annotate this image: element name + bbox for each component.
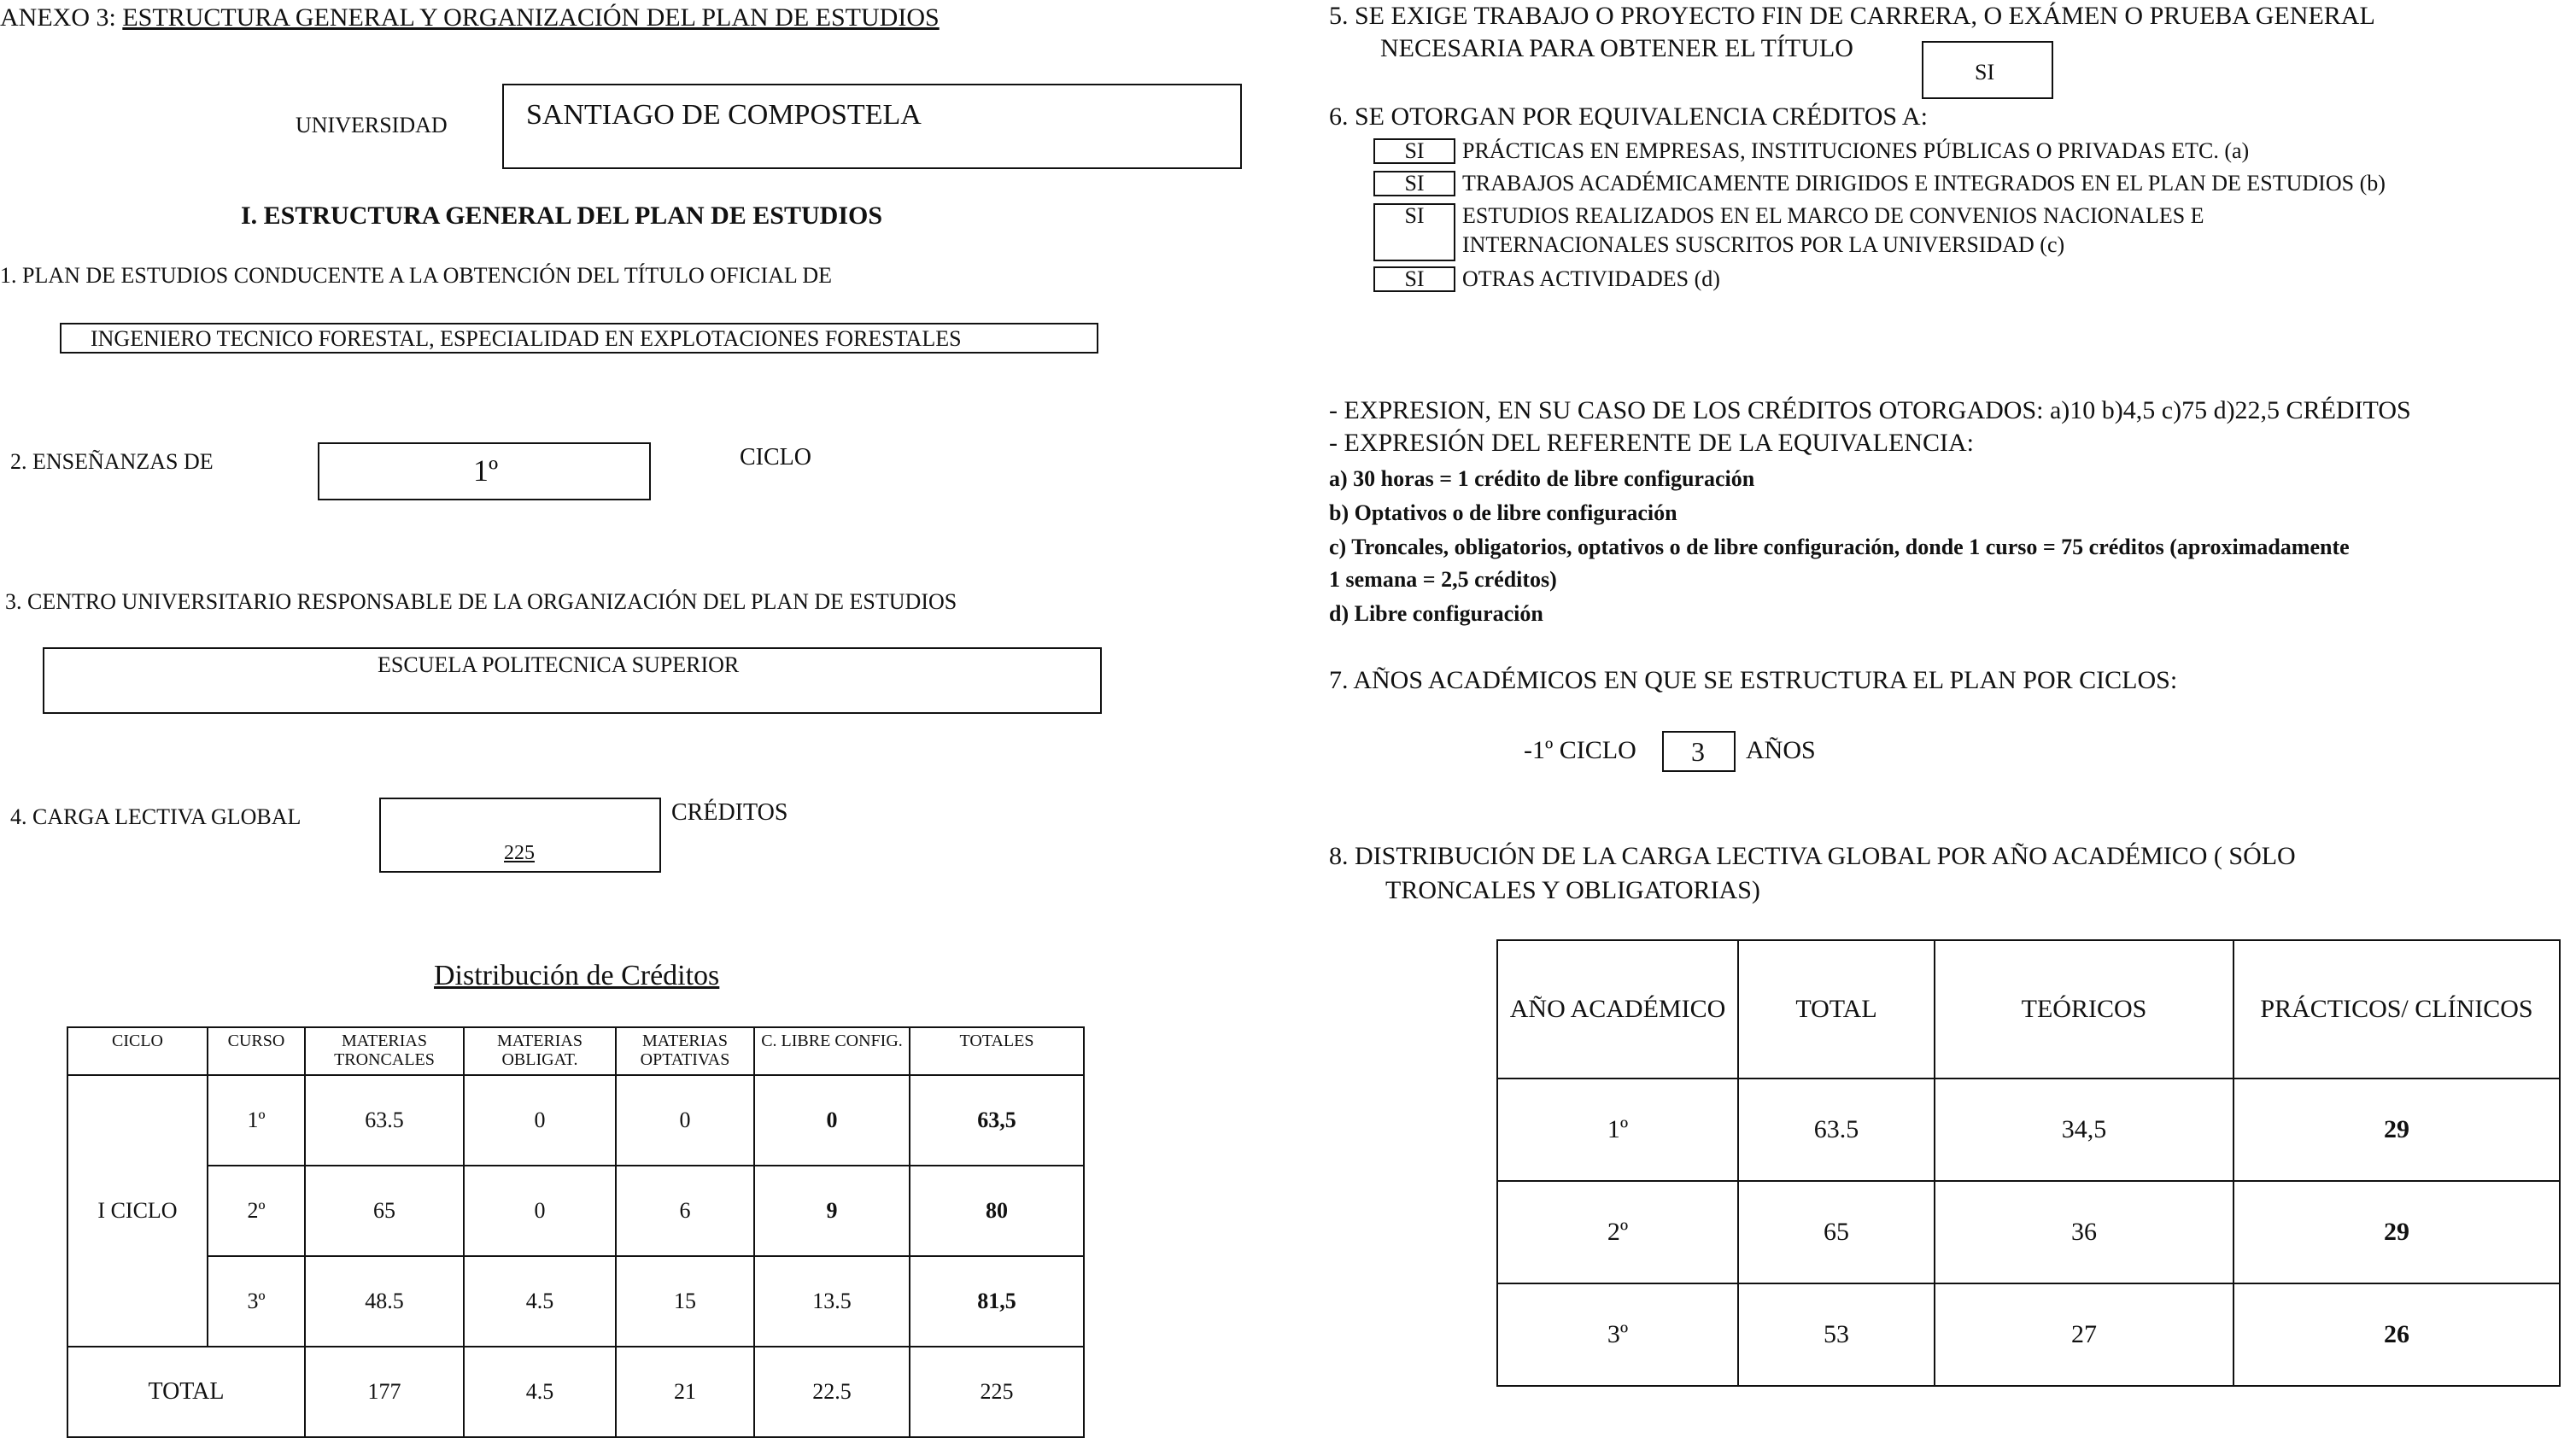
total-optativas: 21 — [616, 1347, 754, 1437]
center-field — [43, 647, 1102, 714]
total-libre: 22.5 — [754, 1347, 910, 1437]
curso-cell: 3º — [208, 1256, 305, 1347]
item8-line1: 8. DISTRIBUCIÓN DE LA CARGA LECTIVA GLOBAL POR AÑO ACADÉMICO ( SÓLO — [1329, 842, 2296, 870]
optativas-cell: 0 — [616, 1075, 754, 1166]
equiv-a-text: PRÁCTICAS EN EMPRESAS, INSTITUCIONES PÚBLICAS O PRIVADAS ETC. (a) — [1462, 138, 2250, 163]
libre-cell: 9 — [754, 1166, 910, 1256]
totales-cell: 80 — [910, 1166, 1084, 1256]
equiv-c-box: SI — [1373, 203, 1455, 261]
referent-a: a) 30 horas = 1 crédito de libre configuración — [1329, 466, 1755, 491]
item7-text: 7. AÑOS ACADÉMICOS EN QUE SE ESTRUCTURA EL PLAN POR CICLOS: — [1329, 666, 2178, 694]
header-curso: CURSO — [208, 1027, 305, 1075]
item5-line1: 5. SE EXIGE TRABAJO O PROYECTO FIN DE CARRERA, O EXÁMEN O PRUEBA GENERAL — [1329, 2, 2375, 30]
total-row — [67, 1347, 1084, 1437]
total-cell: 63.5 — [1738, 1078, 1935, 1181]
curso-cell: 2º — [208, 1166, 305, 1256]
item5-line2: NECESARIA PARA OBTENER EL TÍTULO — [1380, 34, 1853, 62]
total-totales: 225 — [910, 1347, 1084, 1437]
totales-cell: 63,5 — [910, 1075, 1084, 1166]
curso-cell: 1º — [208, 1075, 305, 1166]
equiv-c-line2: INTERNACIONALES SUSCRITOS POR LA UNIVERSIDAD (c) — [1462, 232, 2065, 257]
load-field — [379, 798, 661, 873]
troncales-cell: 65 — [305, 1166, 464, 1256]
item2-label: 2. ENSEÑANZAS DE — [10, 449, 214, 474]
ciclo-cell: I CICLO — [67, 1075, 208, 1347]
credits-table — [67, 1026, 1085, 1438]
years-value: 3 — [1691, 736, 1705, 767]
annex-label: ANEXO 3: — [0, 3, 116, 32]
distribution-table — [1496, 939, 2561, 1387]
referent-b: b) Optativos o de libre configuración — [1329, 500, 1677, 525]
troncales-cell: 63.5 — [305, 1075, 464, 1166]
cycle-field — [318, 442, 651, 500]
year-cell: 3º — [1497, 1283, 1738, 1386]
equiv-c-text — [1462, 203, 2525, 229]
table-row — [1497, 1181, 2560, 1283]
section-heading: I. ESTRUCTURA GENERAL DEL PLAN DE ESTUDIOS — [241, 202, 883, 230]
header-obligat: MATERIAS OBLIGAT. — [464, 1027, 616, 1075]
item5-field — [1922, 41, 2053, 99]
annex-heading — [0, 3, 940, 32]
referent-c-line2: 1 semana = 2,5 créditos) — [1329, 567, 1557, 592]
total-cell: 65 — [1738, 1181, 1935, 1283]
table-row — [67, 1166, 1084, 1256]
load-value: 225 — [504, 842, 535, 864]
credits-expression: - EXPRESION, EN SU CASO DE LOS CRÉDITOS OTORGADOS: a)10 b)4,5 c)75 d)22,5 CRÉDITOS — [1329, 396, 2411, 424]
header-year: AÑO ACADÉMICO — [1497, 940, 1738, 1078]
equiv-c-line1: ESTUDIOS REALIZADOS EN EL MARCO DE CONVENIOS NACIONALES E — [1462, 203, 2204, 228]
equiv-d-text: OTRAS ACTIVIDADES (d) — [1462, 266, 1720, 291]
troncales-cell: 48.5 — [305, 1256, 464, 1347]
item2-suffix: CICLO — [740, 444, 811, 471]
total-cell: 53 — [1738, 1283, 1935, 1386]
header-totales: TOTALES — [910, 1027, 1084, 1075]
item8-line2: TRONCALES Y OBLIGATORIAS) — [1385, 876, 1760, 904]
referent-d: d) Libre configuración — [1329, 601, 1543, 626]
optativas-cell: 15 — [616, 1256, 754, 1347]
teoricos-cell: 27 — [1935, 1283, 2234, 1386]
table-row — [1497, 1078, 2560, 1181]
header-troncales: MATERIAS TRONCALES — [305, 1027, 464, 1075]
degree-value: INGENIERO TECNICO FORESTAL, ESPECIALIDAD EN EXPLOTACIONES FORESTALES — [91, 326, 962, 351]
item7-label: -1º CICLO — [1524, 736, 1636, 764]
university-label: UNIVERSIDAD — [296, 113, 448, 137]
item7-suffix: AÑOS — [1746, 736, 1816, 764]
total-obligat: 4.5 — [464, 1347, 616, 1437]
practicos-cell: 29 — [2234, 1181, 2560, 1283]
item4-label: 4. CARGA LECTIVA GLOBAL — [10, 804, 302, 829]
item6-text: 6. SE OTORGAN POR EQUIVALENCIA CRÉDITOS A: — [1329, 102, 1928, 131]
optativas-cell: 6 — [616, 1166, 754, 1256]
year-cell: 2º — [1497, 1181, 1738, 1283]
table-row — [1497, 1283, 2560, 1386]
practicos-cell: 26 — [2234, 1283, 2560, 1386]
center-value: ESCUELA POLITECNICA SUPERIOR — [378, 652, 740, 677]
total-label: TOTAL — [67, 1347, 305, 1437]
libre-cell: 0 — [754, 1075, 910, 1166]
university-field — [502, 84, 1242, 169]
years-field — [1662, 731, 1736, 772]
table-row — [67, 1256, 1084, 1347]
header-teoricos: TEÓRICOS — [1935, 940, 2234, 1078]
item1-text: 1. PLAN DE ESTUDIOS CONDUCENTE A LA OBTENCIÓN DEL TÍTULO OFICIAL DE — [0, 263, 832, 288]
header-optativas: MATERIAS OPTATIVAS — [616, 1027, 754, 1075]
table-row — [67, 1075, 1084, 1166]
header-practicos: PRÁCTICOS/ CLÍNICOS — [2234, 940, 2560, 1078]
libre-cell: 13.5 — [754, 1256, 910, 1347]
totales-cell: 81,5 — [910, 1256, 1084, 1347]
equiv-a-box: SI — [1373, 138, 1455, 164]
credits-header-row — [67, 1027, 1084, 1075]
degree-field — [60, 323, 1098, 354]
teoricos-cell: 36 — [1935, 1181, 2234, 1283]
teoricos-cell: 34,5 — [1935, 1078, 2234, 1181]
header-libre: C. LIBRE CONFIG. — [754, 1027, 910, 1075]
cycle-value: 1º — [473, 453, 499, 488]
credits-table-title: Distribución de Créditos — [434, 960, 720, 991]
item5-value: SI — [1975, 60, 1995, 85]
item4-suffix: CRÉDITOS — [671, 799, 788, 826]
obligat-cell: 0 — [464, 1166, 616, 1256]
annex-title: ESTRUCTURA GENERAL Y ORGANIZACIÓN DEL PLAN DE ESTUDIOS — [122, 3, 940, 32]
obligat-cell: 0 — [464, 1075, 616, 1166]
equiv-d-box: SI — [1373, 266, 1455, 292]
equiv-b-text: TRABAJOS ACADÉMICAMENTE DIRIGIDOS E INTEGRADOS EN EL PLAN DE ESTUDIOS (b) — [1462, 171, 2386, 196]
practicos-cell: 29 — [2234, 1078, 2560, 1181]
referent-c-line1: c) Troncales, obligatorios, optativos o de libre configuración, donde 1 curso = 75 créditos (aproximadamente — [1329, 535, 2350, 559]
referent-expression: - EXPRESIÓN DEL REFERENTE DE LA EQUIVALENCIA: — [1329, 429, 1974, 457]
item3-text: 3. CENTRO UNIVERSITARIO RESPONSABLE DE LA ORGANIZACIÓN DEL PLAN DE ESTUDIOS — [5, 589, 957, 614]
header-ciclo: CICLO — [67, 1027, 208, 1075]
obligat-cell: 4.5 — [464, 1256, 616, 1347]
distribution-header-row — [1497, 940, 2560, 1078]
university-value: SANTIAGO DE COMPOSTELA — [526, 99, 922, 131]
header-total: TOTAL — [1738, 940, 1935, 1078]
equiv-b-box: SI — [1373, 171, 1455, 196]
total-troncales: 177 — [305, 1347, 464, 1437]
year-cell: 1º — [1497, 1078, 1738, 1181]
